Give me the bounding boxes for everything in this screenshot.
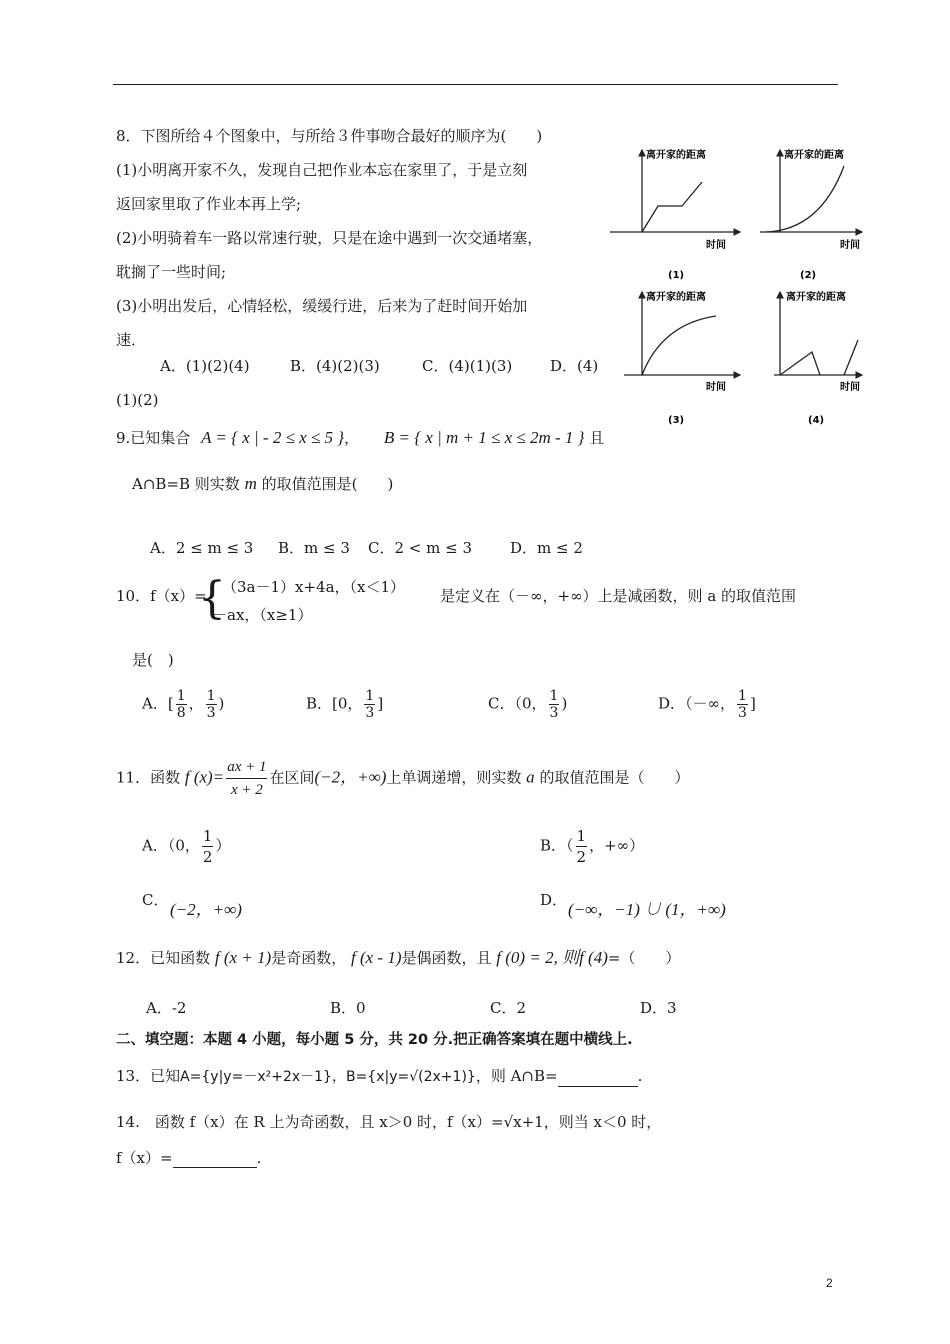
q9-option-a: A．2 ≤ m ≤ 3 — [150, 539, 254, 557]
q8-item2a: (2)小明骑着车一路以常速行驶，只是在途中遇到一次交通堵塞， — [116, 229, 543, 247]
q10-option-c-pre: C．（0， — [488, 694, 547, 713]
q10-brace: { — [198, 573, 226, 624]
q8-stem: 8．下图所给４个图象中，与所给３件事吻合最好的顺序为( ) — [116, 127, 543, 145]
q8-option-c: C．(4)(1)(3) — [422, 357, 513, 375]
q13-end: . — [637, 1067, 643, 1085]
frac-den: x + 2 — [230, 782, 263, 798]
graph-2-ylabel: 离开家的距离 — [784, 150, 844, 161]
q10-option-c-post: ) — [561, 694, 568, 713]
q9-line2-pre: A∩B=B 则实数 — [132, 475, 240, 493]
q11-var-a: a — [526, 767, 535, 787]
q10-option-a-mid: ， — [188, 694, 204, 713]
q10-option-a-frac1 — [176, 688, 187, 721]
q13-prefix: 13．已知 — [116, 1067, 181, 1085]
q13-answer-blank[interactable] — [558, 1072, 638, 1087]
q11-interval: (−2，+∞) — [314, 767, 387, 787]
q9-var-m: m — [244, 474, 257, 493]
q13-set-b: ，B={x|y=√(2x+1)} — [331, 1069, 476, 1085]
q9-comma: ， — [344, 429, 360, 447]
frac-num: ax + 1 — [226, 756, 267, 779]
frac-num: 1 — [365, 688, 375, 704]
graph-3-xlabel: 时间 — [706, 382, 726, 393]
q11-post2: 的取值范围是（ ） — [539, 768, 690, 787]
q10-option-d-frac — [737, 688, 748, 721]
q10-option-d — [658, 688, 756, 721]
q11-option-b-frac — [576, 826, 588, 867]
q12-f1: f (x + 1) — [214, 948, 272, 967]
q12-mid1: 是奇函数， — [271, 949, 347, 967]
q9-stem — [116, 428, 604, 448]
graph-2 — [760, 148, 862, 281]
q11-option-a-post: ） — [215, 836, 231, 855]
q11-fx: f (x)= — [184, 767, 225, 787]
q12-cond: f (0) = 2, 则f (4) — [496, 948, 608, 967]
q11-option-b-pre: B．（ — [540, 836, 574, 855]
q10-option-b-frac — [364, 688, 375, 721]
q8-item2b: 耽搁了一些时间; — [116, 263, 227, 281]
q11-stem — [116, 756, 689, 801]
frac-num: 1 — [176, 688, 186, 704]
graph-3-ylabel: 离开家的距离 — [646, 292, 706, 303]
q8-graphs — [600, 140, 870, 430]
q10-case2: －ax，（x≥1） — [212, 606, 313, 624]
frac-den: 3 — [365, 705, 375, 721]
q12-prefix: 12．已知函数 — [116, 949, 211, 967]
q10-option-c-frac — [549, 688, 560, 721]
q11-option-a-frac — [202, 826, 214, 867]
graph-4-xlabel: 时间 — [840, 382, 860, 393]
graph-4-ylabel: 离开家的距离 — [786, 292, 846, 303]
q11-fraction — [226, 756, 267, 801]
q10-option-a-pre: A．[ — [142, 694, 174, 713]
q12-post: =（ ） — [607, 949, 681, 967]
graph-1 — [610, 148, 740, 281]
frac-den: 3 — [206, 705, 216, 721]
graph-2-caption: (2) — [800, 270, 817, 281]
q10-option-a-post: ) — [218, 694, 225, 713]
q9-option-c: C．2 < m ≤ 3 — [368, 539, 472, 557]
q12-option-a: A．-2 — [146, 999, 187, 1017]
graph-3 — [624, 290, 740, 426]
q11-option-d: (−∞，−1) ∪ (1，+∞) — [568, 900, 726, 919]
section-2-title: 二、填空题：本题 4 小题，每小题 5 分，共 20 分.把正确答案填在题中横线上. — [116, 1032, 633, 1048]
q12-stem — [116, 948, 680, 968]
q8-option-a: A．(1)(2)(4) — [160, 357, 250, 375]
q14-line2 — [116, 1148, 261, 1168]
q10-option-b — [306, 688, 383, 721]
q8-option-d: D．(4) — [550, 357, 599, 375]
q10-option-c — [488, 688, 567, 721]
q10-prefix: 10．f（x）= — [116, 587, 207, 605]
graph-3-caption: (3) — [668, 415, 685, 426]
q11-option-a-pre: A．（0， — [142, 836, 200, 855]
q11-prefix: 11．函数 — [116, 768, 181, 787]
q11-option-a — [142, 826, 230, 867]
q12-option-b: B．0 — [330, 999, 366, 1017]
q8-item3b: 速． — [116, 331, 147, 349]
q9-option-b: B．m ≤ 3 — [278, 539, 350, 557]
q11-post: 上单调递增，则实数 — [386, 768, 522, 787]
q12-f2: f (x - 1) — [350, 948, 402, 967]
q10-line2: 是( ) — [132, 651, 174, 669]
frac-num: 1 — [576, 827, 587, 845]
frac-den: 3 — [738, 705, 747, 721]
q9-stem-post: 且 — [589, 429, 605, 447]
frac-num: 1 — [738, 688, 747, 704]
q8-item3a: (3)小明出发后，心情轻松，缓缓行进，后来为了赶时间开始加 — [116, 297, 528, 315]
q9-set-a: A = { x | - 2 ≤ x ≤ 5 } — [201, 428, 345, 447]
q9-option-d: D．m ≤ 2 — [510, 539, 583, 557]
q12-option-d: D．3 — [640, 999, 677, 1017]
q10-option-b-pre: B．[0， — [306, 694, 363, 713]
graph-1-ylabel: 离开家的距离 — [646, 150, 706, 161]
frac-den: 2 — [202, 848, 213, 866]
q9-stem-pre: 9.已知集合 — [116, 429, 191, 447]
graph-1-xlabel: 时间 — [706, 240, 726, 251]
frac-den: 3 — [549, 705, 559, 721]
graph-2-xlabel: 时间 — [840, 240, 860, 251]
q10-option-a-frac2 — [206, 688, 217, 721]
page-number: 2 — [826, 1276, 833, 1290]
frac-num: 1 — [202, 827, 213, 845]
q12-option-c: C．2 — [490, 999, 527, 1017]
q12-mid2: 是偶函数，且 — [401, 949, 492, 967]
q11-option-d-label: D． — [540, 891, 568, 909]
frac-num: 1 — [549, 688, 559, 704]
q9-line2-post: 的取值范围是( ) — [261, 475, 394, 493]
q8-item1a: (1)小明离开家不久，发现自己把作业本忘在家里了，于是立刻 — [116, 161, 528, 179]
frac-den: 8 — [176, 705, 186, 721]
q9-line2 — [132, 474, 393, 494]
frac-den: 2 — [576, 848, 587, 866]
graph-1-caption: (1) — [668, 270, 685, 281]
q11-option-b-post: ，+∞） — [589, 836, 645, 855]
q13-post: ，则 A∩B= — [475, 1067, 558, 1085]
q10-suffix: 是定义在（－∞，+∞）上是减函数，则 a 的取值范围 — [440, 587, 797, 605]
q10-option-d-post: ] — [749, 694, 756, 713]
q8-option-d-cont: (1)(2) — [116, 391, 159, 409]
q11-option-c-label: C． — [142, 891, 169, 909]
q10-case1: （3a－1）x+4a，（x＜1） — [222, 578, 406, 596]
q8-item1b: 返回家里取了作业本再上学; — [116, 195, 302, 213]
frac-num: 1 — [206, 688, 216, 704]
header-rule — [113, 84, 838, 85]
q14-answer-blank[interactable] — [173, 1153, 257, 1168]
q11-mid: 在区间 — [269, 768, 315, 787]
q14-end: . — [256, 1149, 262, 1167]
q9-set-b: B = { x | m + 1 ≤ x ≤ 2m - 1 } — [383, 428, 585, 447]
q14-line2-pre: f（x）= — [116, 1149, 173, 1167]
graph-4 — [774, 290, 862, 426]
q10-option-b-post: ] — [377, 694, 384, 713]
q10-option-d-pre: D．（－∞， — [658, 694, 736, 713]
q11-option-b — [540, 826, 644, 867]
q8-option-b: B．(4)(2)(3) — [290, 357, 380, 375]
q10-option-a — [142, 688, 224, 721]
q14-line1: 14. 函数 f（x）在 R 上为奇函数，且 x＞0 时，f（x）=√x+1，则当 x＜0 时， — [116, 1113, 662, 1131]
graph-4-caption: (4) — [808, 415, 825, 426]
q11-option-c: (−2，+∞) — [170, 900, 242, 919]
q13-set-a: A={y|y=－x²+2x－1} — [180, 1069, 332, 1085]
q13-stem — [116, 1066, 642, 1087]
